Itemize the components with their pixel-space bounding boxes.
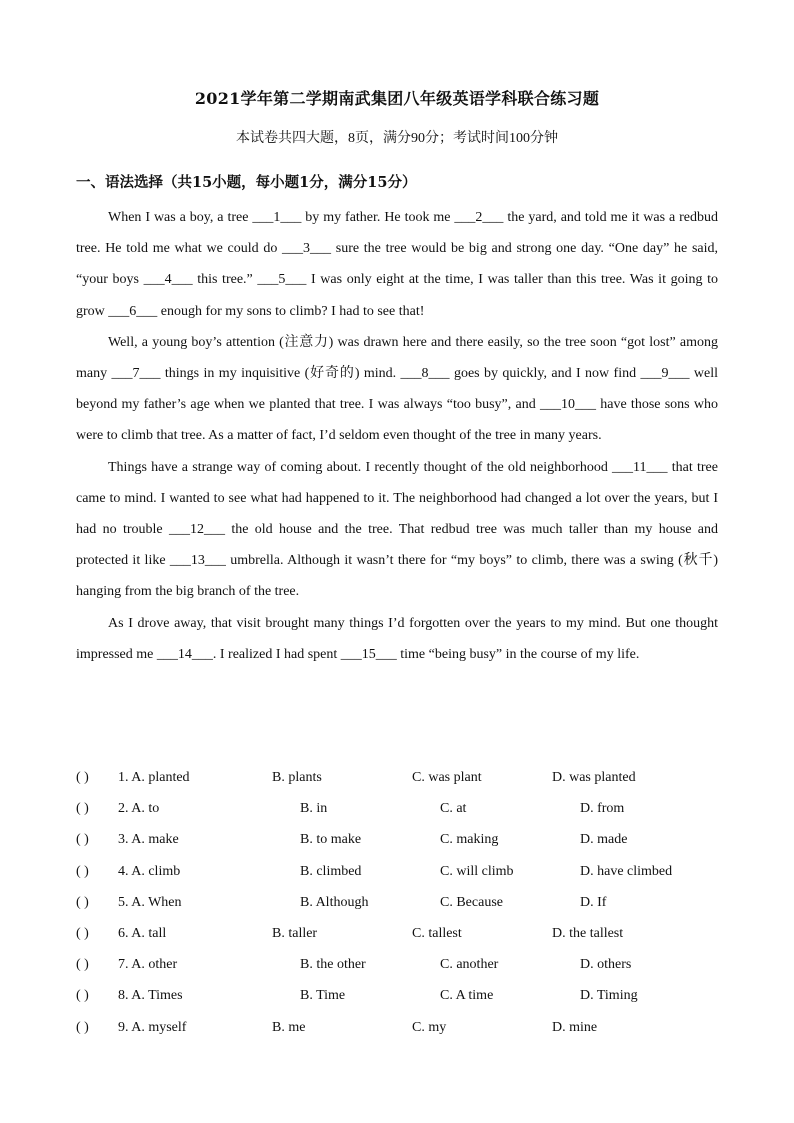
option-d: D. the tallest (552, 925, 624, 941)
question-row (76, 766, 776, 797)
question-row (76, 922, 776, 953)
question-row (76, 891, 776, 922)
answer-options (76, 766, 776, 1047)
question-row (76, 953, 776, 984)
page-title: 2021学年第二学期南武集团八年级英语学科联合练习题 (194, 89, 600, 108)
answer-blank[interactable]: ( ) (76, 832, 89, 848)
option-b: B. Time (300, 988, 346, 1004)
answer-blank[interactable]: ( ) (76, 1019, 89, 1035)
option-a: 9. A. myself (118, 1019, 187, 1035)
option-b: B. taller (272, 925, 318, 941)
question-row (76, 984, 776, 1015)
option-d: D. mine (552, 1019, 598, 1035)
option-a: 7. A. other (118, 957, 178, 973)
option-c: C. making (440, 832, 499, 848)
answer-blank[interactable]: ( ) (76, 801, 89, 817)
question-row (76, 797, 776, 828)
option-d: D. was planted (552, 770, 636, 785)
option-a: 2. A. to (118, 801, 160, 817)
option-c: C. A time (440, 988, 494, 1004)
reading-passage (76, 202, 718, 670)
passage-paragraph: As I drove away, that visit brought many things I’d forgotten over the years to my mind. But one thought impressed me ___14___. I realized I had spent ___15___ time “being busy” in the course of my life. (76, 615, 718, 662)
option-c: C. my (412, 1019, 447, 1035)
passage-paragraph: Things have a strange way of coming about. I recently thought of the old neighborhood ___11___ that tree came to mind. I wanted to see what had happened to it. The neighborhood had changed a lot over the years, but I had no trouble ___12___ the old house and the tree. That redbud tree was much taller than my house and protected it like ___13___ umbrella. Although it wasn’t there for “my boys” to climb, there was a swing (秋千) hanging from the big branch of the tree. (76, 459, 718, 600)
section-heading: 一、语法选择（共15小题，每小题1分，满分15分） (76, 174, 417, 191)
option-d: D. others (580, 957, 632, 973)
option-d: D. Timing (580, 988, 638, 1004)
option-c: C. another (440, 957, 499, 973)
option-d: D. made (580, 832, 628, 848)
option-a: 5. A. When (118, 894, 182, 910)
answer-blank[interactable]: ( ) (76, 957, 89, 973)
option-b: B. Although (300, 894, 369, 910)
option-d: D. If (580, 894, 607, 910)
option-b: B. plants (272, 770, 322, 785)
option-b: B. climbed (300, 863, 362, 879)
option-b: B. the other (300, 957, 366, 973)
option-a: 1. A. planted (118, 770, 190, 785)
option-b: B. in (300, 801, 328, 817)
option-a: 6. A. tall (118, 925, 167, 941)
option-c: C. will climb (440, 863, 514, 879)
option-c: C. tallest (412, 925, 462, 941)
passage-paragraph: Well, a young boy’s attention (注意力) was drawn here and there easily, so the tree soon “got lost” among many ___7___ things in my inquisitive (好奇的) mind. ___8___ goes by quickly, and I now find ___9___ well beyond my father’s age when we planted that tree. I was always “too busy”, and ___10___ have those sons who were to climb that tree. As a matter of fact, I’d seldom even thought of the tree in many years. (76, 334, 718, 444)
option-d: D. have climbed (580, 863, 673, 879)
option-d: D. from (580, 801, 625, 817)
answer-blank[interactable]: ( ) (76, 925, 89, 941)
option-a: 4. A. climb (118, 863, 181, 879)
answer-blank[interactable]: ( ) (76, 863, 89, 879)
passage-paragraph: When I was a boy, a tree ___1___ by my father. He took me ___2___ the yard, and told me it was a redbud tree. He told me what we could do ___3___ sure the tree would be big and strong one day. “One day” he said, “your boys ___4___ this tree.” ___5___ I was only eight at the time, I was taller than this tree. Was it going to grow ___6___ enough for my sons to climb? I had to see that! (76, 210, 718, 319)
option-b: B. to make (300, 832, 362, 848)
question-row (76, 860, 776, 891)
option-c: C. Because (440, 894, 503, 910)
answer-blank[interactable]: ( ) (76, 770, 89, 785)
question-row (76, 1016, 776, 1047)
answer-blank[interactable]: ( ) (76, 988, 89, 1004)
option-c: C. at (440, 801, 467, 817)
option-a: 8. A. Times (118, 988, 183, 1004)
exam-info: 本试卷共四大题，8页，满分90分；考试时间100分钟 (236, 131, 558, 146)
question-row (76, 828, 776, 859)
option-b: B. me (272, 1019, 306, 1035)
option-a: 3. A. make (118, 832, 179, 848)
answer-blank[interactable]: ( ) (76, 894, 89, 910)
option-c: C. was plant (412, 770, 482, 785)
